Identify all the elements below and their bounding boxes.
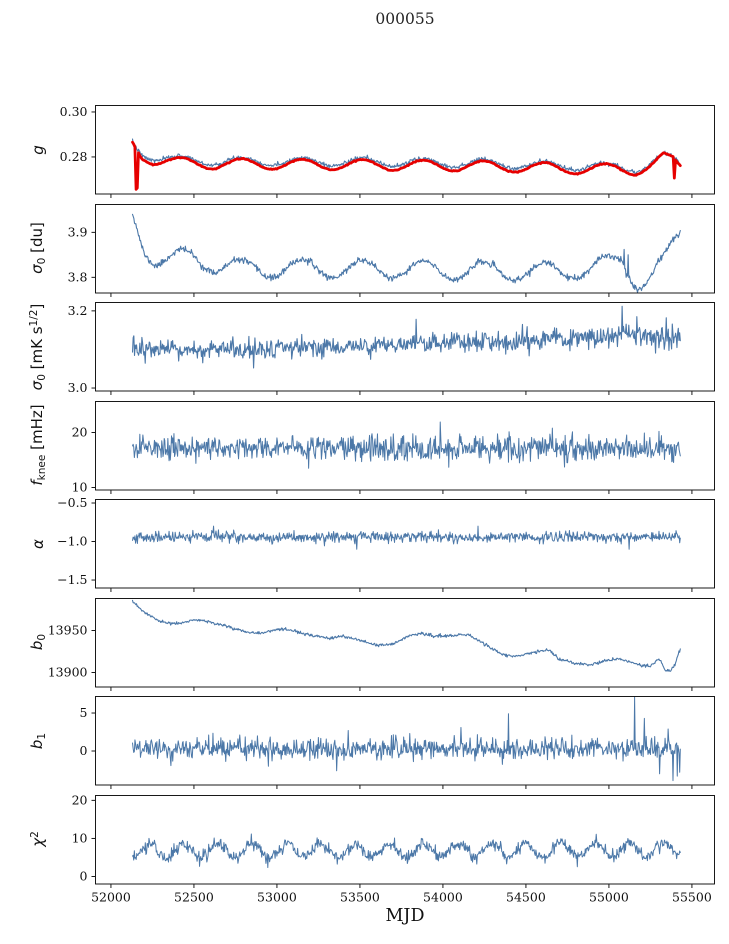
subplot-canvas-chi2 — [71, 791, 715, 904]
y-axis-label-b0 — [28, 634, 48, 650]
subplot-canvas-g — [59, 104, 715, 195]
y-axis-label-sigma0-mks — [28, 303, 48, 390]
x-tick-label: 54500 — [506, 889, 546, 904]
y-tick-label: 3.8 — [67, 268, 88, 284]
y-axis-label-segment: knee — [36, 454, 48, 481]
subplot-canvas-sigma0-mks — [67, 302, 715, 396]
subplot-g — [59, 104, 715, 195]
y-axis-label-fknee — [28, 405, 48, 486]
y-tick-label: 5 — [79, 705, 88, 721]
y-axis-label-segment: α — [29, 538, 47, 549]
x-tick-label: 53500 — [340, 889, 380, 904]
y-tick-label: 0 — [79, 743, 88, 759]
y-axis-label-segment: σ — [28, 264, 46, 275]
subplot-b0 — [47, 598, 715, 688]
y-tick-label: 3.0 — [67, 380, 88, 396]
y-axis-label-segment: 1/2 — [28, 309, 40, 327]
subplot-canvas-fknee — [71, 401, 715, 495]
subplot-canvas-sigma0-du — [67, 204, 715, 294]
subplot-sigma0-du — [67, 204, 715, 294]
series-fknee — [133, 422, 681, 468]
y-tick-label: 0.30 — [59, 104, 88, 120]
y-axis-label-segment: 0 — [36, 257, 48, 265]
x-tick-label: 55000 — [589, 889, 629, 904]
y-axis-label-segment: χ — [29, 838, 47, 848]
x-tick-label: 52500 — [174, 889, 214, 904]
y-tick-label: 13950 — [47, 622, 88, 638]
y-axis-label-g — [29, 145, 47, 155]
subplot-canvas-alpha — [57, 495, 715, 589]
y-axis-label-segment: 1 — [36, 732, 48, 740]
y-tick-label: 10 — [71, 479, 88, 495]
subplot-fknee — [71, 401, 715, 495]
y-tick-label: 0.28 — [59, 149, 88, 165]
y-tick-label: −1.5 — [57, 572, 88, 588]
series-baseline-b1 — [133, 697, 681, 781]
series-gain-model — [133, 142, 681, 189]
y-axis-label-segment: b — [28, 640, 46, 651]
y-axis-label-segment: σ — [28, 380, 46, 391]
y-axis-label-segment: 0 — [36, 373, 48, 381]
x-tick-label: 55500 — [672, 889, 712, 904]
y-axis-label-chi2 — [29, 831, 47, 847]
y-tick-label: 20 — [71, 791, 88, 807]
y-axis-label-segment: f — [28, 480, 46, 486]
y-axis-label-segment: 0 — [36, 634, 48, 641]
y-axis-label-segment: g — [29, 144, 47, 155]
y-tick-label: 13900 — [47, 664, 88, 680]
x-tick-label: 53000 — [257, 889, 297, 904]
y-axis-label-segment: [mHz] — [28, 404, 46, 455]
x-tick-label: 52000 — [91, 889, 131, 904]
series-sigma0-du — [133, 214, 681, 292]
y-axis-label-segment: 2 — [29, 831, 41, 839]
subplot-b1 — [79, 696, 715, 786]
subplot-sigma0-mks — [67, 302, 715, 396]
y-tick-label: 0 — [79, 868, 88, 884]
y-tick-label: −1.0 — [57, 533, 88, 549]
y-axis-label-segment: [mK s — [28, 326, 46, 374]
y-axis-label-alpha — [29, 539, 47, 549]
x-tick-label: 54000 — [423, 889, 463, 904]
y-tick-label: 20 — [71, 424, 88, 440]
figure-title: 000055 — [375, 10, 435, 28]
y-tick-label: −0.5 — [57, 495, 88, 511]
y-tick-label: 10 — [71, 830, 88, 846]
y-axis-label-segment: b — [28, 739, 46, 749]
series-white-noise — [133, 306, 681, 368]
subplot-canvas-b1 — [79, 696, 715, 786]
x-axis-label: MJD — [385, 906, 425, 926]
series-chi2 — [133, 834, 681, 867]
subplot-alpha — [57, 495, 715, 589]
axes-spines — [96, 598, 715, 687]
axes-spines — [96, 106, 715, 195]
y-axis-label-segment: ] — [28, 303, 46, 310]
y-tick-label: 3.2 — [67, 302, 88, 318]
subplot-chi2 — [71, 791, 715, 904]
axes-spines — [96, 204, 715, 293]
y-axis-label-b1 — [28, 733, 48, 749]
y-axis-label-segment: [du] — [28, 222, 46, 258]
series-baseline-b0 — [133, 600, 681, 671]
subplot-canvas-b0 — [47, 598, 715, 688]
series-alpha — [133, 526, 681, 549]
axes-spines — [96, 795, 715, 884]
y-tick-label: 3.9 — [67, 223, 88, 239]
y-axis-label-sigma0-du — [28, 222, 48, 274]
